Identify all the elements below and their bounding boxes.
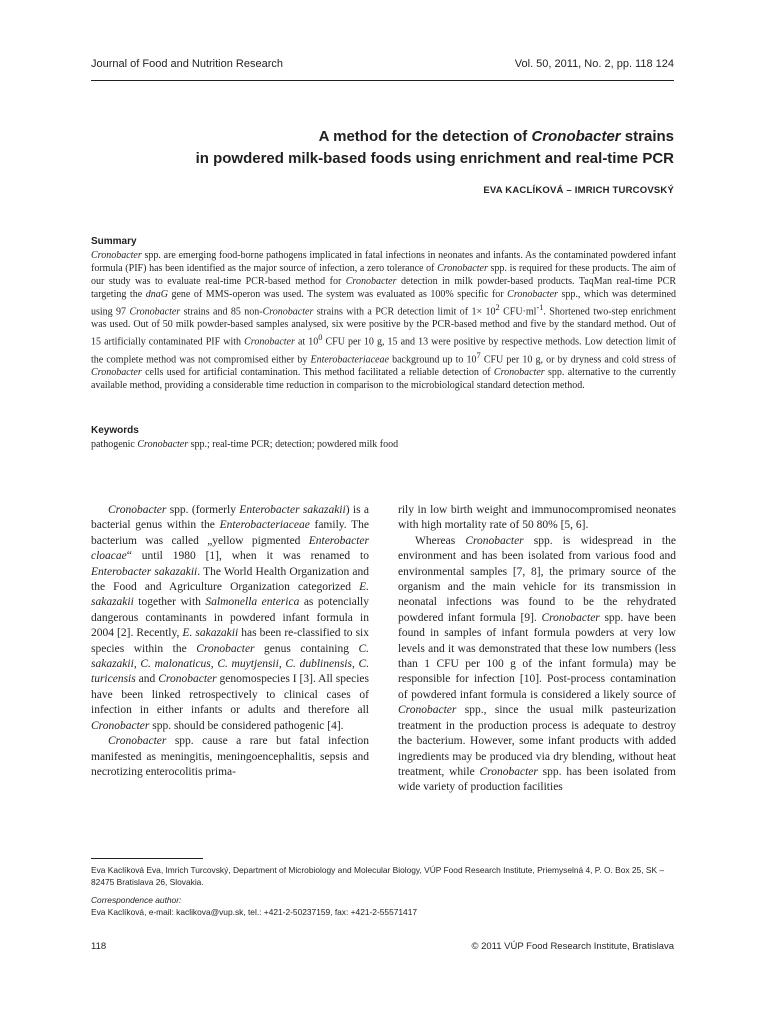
keywords-run: Cronobacter <box>137 439 189 450</box>
keywords-run: spp.; real-time PCR; detection; powdered milk food <box>188 439 399 450</box>
summary-run: Cronobacter <box>129 306 181 318</box>
body-run: family. The bacterium was called „yellow pigmented <box>91 519 369 547</box>
body-run: “ until 1980 [1], when it was renamed to <box>126 550 369 563</box>
body-run: as potencially dangerous contaminants in powdered infant formula in 2004 [2]. Recently, <box>91 596 369 640</box>
summary-superscript: 7 <box>476 350 481 360</box>
summary-run: spp. alternative to the currently available method, providing a considerable time reduction in comparison to the microbiological standard detection method. <box>91 366 677 391</box>
keywords-heading: Keywords <box>91 425 139 436</box>
journal-name: Journal of Food and Nutrition Research <box>91 58 283 70</box>
summary-run: spp., which was determined using 97 <box>91 289 677 318</box>
summary-text <box>91 249 676 392</box>
header-rule <box>91 80 674 81</box>
body-run: has been re-classified to six species within the <box>91 627 369 655</box>
article-title <box>91 126 674 170</box>
body-paragraph <box>398 534 676 796</box>
footnote-affiliation: Eva Kaclíková Eva, Imrich Turcovský, Department of Microbiology and Molecular Biology, VÚP Food Research Institute, Priemyselná 4, P. O. Box 25, SK – 82475 Bratislava 26, Slovakia. <box>91 865 665 887</box>
body-run: C. muytjensii <box>217 658 279 671</box>
summary-run: Cronobacter <box>345 276 397 287</box>
body-run: Cronobacter <box>398 704 457 717</box>
summary-superscript: -1 <box>536 303 544 312</box>
body-run: spp. cause a rare but fatal infection manifested as meningitis, meningoencephalitis, sepsis and necrotizing enterocolitis prima- <box>91 735 369 778</box>
summary-run: at 10 <box>294 336 319 348</box>
summary-run: CFU per 10 g, or by dryness and cold stress of <box>480 353 676 365</box>
summary-run: cells used for artificial contamination. This method facilitated a reliable detection of <box>141 366 494 378</box>
copyright: © 2011 VÚP Food Research Institute, Bratislava <box>471 941 674 952</box>
body-run: Cronobacter <box>108 735 167 748</box>
body-run: Enterobacter cloacae <box>91 534 369 563</box>
body-run: . The World Health Organization and the Food and Agriculture Organization categorized <box>91 565 369 594</box>
body-run: genomospecies I [3]. All species have been linked retrospectively to clinical cases of infection in either infants or adults and therefore all <box>91 673 370 717</box>
title-line-1 <box>91 126 674 148</box>
body-paragraph <box>91 503 369 734</box>
summary-run: spp. are emerging food-borne pathogens implicated in fatal infections in neonates and infants. As the contaminated powdered infant formula (PIF) has been identified as the major source of infection, a zero tolerance of <box>91 250 676 274</box>
body-run: spp. is widespread in the environment and has been isolated from various food and environmental samples [7, 8], the primary source of the organism and the main vehicle for its transmission in neonatal infections was found to be the rehydrated powdered infant formula [9]. <box>398 534 676 624</box>
journal-issue: Vol. 50, 2011, No. 2, pp. 118 124 <box>514 58 674 70</box>
summary-run: Cronobacter <box>91 250 142 261</box>
body-run: Salmonella enterica <box>205 596 300 609</box>
summary-run: CFU·ml <box>499 306 537 318</box>
body-run: Enterobacter sakazakii <box>91 565 198 578</box>
page-number: 118 <box>91 941 107 952</box>
body-run: Cronobacter <box>479 765 538 778</box>
body-run: Cronobacter <box>196 642 255 655</box>
summary-run: background up to 10 <box>388 353 477 365</box>
summary-run: CFU per 10 g, 15 and 13 were positive by respective methods. Low detection limit of the complete method was not compromised either by <box>91 336 677 365</box>
body-run: , <box>278 658 286 671</box>
body-run: C. turicensis <box>91 658 370 686</box>
summary-run: Cronobacter <box>493 366 545 378</box>
body-run: Cronobacter <box>465 534 524 547</box>
summary-run: detection in milk powder-based products. TaqMan real-time PCR targeting the <box>91 276 676 300</box>
keywords-text <box>91 438 676 451</box>
body-run: E. sakazakii <box>91 581 369 609</box>
summary-run: Cronobacter <box>244 336 295 348</box>
title-text: strains <box>620 128 674 145</box>
body-run: spp. (formerly <box>166 504 240 516</box>
body-paragraph <box>91 734 369 780</box>
body-run: ) is a bacterial genus within the <box>91 504 369 532</box>
summary-run: strains and 85 non- <box>180 306 263 318</box>
body-run: Whereas <box>415 534 466 547</box>
body-run: C. malonaticus <box>140 658 211 671</box>
body-run: spp. should be considered pathogenic [4]. <box>149 719 344 732</box>
footnote-correspondence-heading: Correspondence author: <box>91 895 182 905</box>
footnote-rule <box>91 858 203 859</box>
summary-run: spp. is required for these products. The aim of our study was to evaluate real-time PCR-based method for <box>91 263 676 287</box>
body-run: , <box>210 658 218 671</box>
page-footer <box>91 941 674 955</box>
authors: EVA KACLÍKOVÁ – IMRICH TURCOVSKÝ <box>483 185 674 196</box>
body-run: Cronobacter <box>541 611 600 624</box>
body-run: genus containing <box>254 642 359 655</box>
summary-run: Cronobacter <box>507 289 558 300</box>
body-column-left <box>91 503 369 780</box>
summary-run: . Shortened two-step enrichment was used. Out of 50 milk powder-based samples analysed, six were positive by the PCR-based method and five by the standard method. Out of 15 artificially contaminated PIF with <box>91 306 677 348</box>
body-run: , <box>351 658 359 671</box>
summary-run: Cronobacter <box>437 263 488 274</box>
body-run: Cronobacter <box>108 504 167 516</box>
body-run: Enterobacteriaceae <box>219 519 310 532</box>
summary-heading: Summary <box>91 236 137 247</box>
running-header <box>91 58 674 76</box>
summary-run: Cronobacter <box>91 366 142 378</box>
body-run: C. dublinensis <box>285 658 352 671</box>
summary-run: dnaG <box>145 289 168 300</box>
summary-superscript: 0 <box>318 333 323 343</box>
body-paragraph: rily in low birth weight and immunocompromised neonates with high mortality rate of 50 80% [5, 6]. <box>398 504 676 532</box>
body-run: Cronobacter <box>91 719 150 732</box>
summary-superscript: 2 <box>495 303 500 312</box>
title-line-2: in powdered milk-based foods using enrichment and real-time PCR <box>195 150 674 167</box>
title-text: A method for the detection of <box>318 128 532 145</box>
title-genus: Cronobacter <box>531 128 621 145</box>
summary-run: Cronobacter <box>262 306 314 318</box>
body-run: together with <box>133 596 206 609</box>
body-run: , <box>133 658 141 671</box>
body-run: Cronobacter <box>158 673 217 686</box>
body-column-right <box>398 503 676 796</box>
summary-run: gene of MMS-operon was used. The system was evaluated as 100% specific for <box>167 289 508 300</box>
footnote-correspondence: Eva Kaclíková, e-mail: kaclikova@vup.sk, tel.: +421-2-50237159, fax: +421-2-55571417 <box>91 907 418 917</box>
keywords-run: pathogenic <box>91 439 138 450</box>
body-run: and <box>135 673 159 686</box>
body-run: spp., since the usual milk pasteurization treatment in the production process is adequate to destroy the bacterium. However, some infant products with added ingredients may be produced via dry blending, without heat treatment, while <box>398 704 676 778</box>
body-run: Enterobacter sakazakii <box>239 504 346 516</box>
body-run: spp. has been isolated from wide variety of production facilities <box>398 765 676 794</box>
summary-run: Enterobacteriaceae <box>310 353 389 365</box>
body-run: spp. have been found in samples of infant formula powders at very low levels and it was demonstrated that these low numbers (less than 1 CFU per 100 g of the infant formula) may be responsible for infection [10]. Post-process contamination of powdered infant formula is considered a likely source of <box>398 611 676 701</box>
body-run: C. sakazakii <box>91 642 369 671</box>
body-run: E. sakazakii <box>182 627 239 640</box>
summary-run: strains with a PCR detection limit of 1× 10 <box>313 306 496 318</box>
